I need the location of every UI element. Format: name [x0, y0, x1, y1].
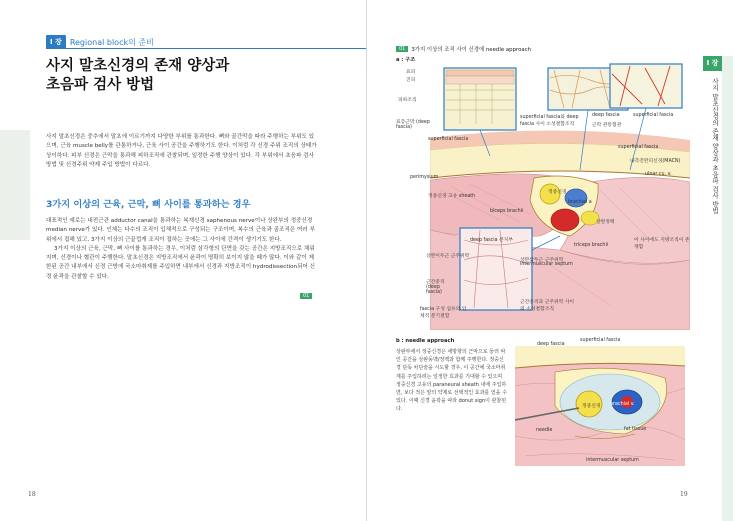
label-superficial-fascia-top: superficial fascia	[633, 113, 674, 118]
label-deep-fascia-branch: deep fascia 분지부	[470, 238, 513, 243]
label-b-brachial: brachial v.	[610, 402, 635, 407]
subfigure-a-label: a : 구조	[396, 57, 416, 63]
label-fascia-joint: fascia 구성 섬유의 입체적 분기결합	[420, 307, 467, 319]
label-sup-fascia-right: superficial fascia	[618, 145, 659, 150]
page-number-left: 18	[28, 491, 36, 498]
label-macn: 내측전완피신경(MACN)	[630, 159, 681, 164]
label-median-nerve: 정중신경	[548, 190, 567, 195]
label-b-superficial-fascia: superficial fascia	[580, 338, 621, 343]
chapter-tag	[46, 35, 154, 49]
side-chapter-tab: I 장	[703, 56, 722, 71]
needle-paragraph: 상완부에서 정중신경은 세방향의 근막으로 둘러 싸인 공간을 상완동맥/정맥과 함께 주행한다. 정중신경 단독 차단술을 시도할 경우, 이 공간에 국소마취제를 주입하려는 일정한 효과를 기대할 수 있으며 정중신경 고유의 paraneural sheath 내에 주입하면, 보다 적은 양의 약제로 선택적인 효과를 얻을 수 있다. 이때 신경 윤곽을 따라 donut sign이 관찰된다.	[396, 349, 507, 413]
label-triceps: triceps brachii	[574, 243, 609, 248]
label-subcutis: 피하조직	[398, 98, 417, 103]
figure-title: 3가지 이상의 조직 사이 신경에 needle approach	[411, 47, 532, 53]
figure-reference-badge[interactable]: 01	[300, 293, 312, 299]
label-fascia-connective: superficial fascia와 deep fascia 사이 소성결합조직	[520, 115, 579, 127]
page-number-right: 19	[680, 491, 688, 498]
label-deep-fascia-top: deep fascia	[592, 113, 620, 118]
label-brachial-v: 상완정맥	[596, 220, 615, 225]
label-skin: 표피	[406, 70, 416, 75]
label-b-deep-fascia: deep fascia	[537, 342, 565, 347]
label-perforator-note: 근막 관통혈관	[592, 123, 622, 128]
label-muscle-perimysium: 근간중격과 근주위막 사이의 소성결합조직	[520, 300, 575, 312]
label-muscle-fascia: 근간중격 (deep fascia)	[426, 280, 445, 295]
chapter-title: Regional block의 준비	[69, 37, 154, 47]
figure-badge: 01	[396, 46, 408, 52]
zoom-bottom	[532, 236, 560, 250]
body-paragraphs	[46, 217, 318, 282]
body-paragraph-1: 대표적인 예로는 내전근관 adductor canal을 통과하는 복재신경 saphenous nerve이나 상완부의 정중신경 median nerve가 있다. 인체는 다수의 조직이 입체적으로 구성되는 구조이며, 복수의 근육과 골조직은 여러 부위에서 접해 있고, 3가지 이상의 근끝껍게 조직이 접하는 곳에는 그 사이에 간격이 생기기도 한다.	[46, 218, 316, 243]
chapter-number: I 장	[46, 35, 66, 49]
label-superficial-fascia-left: 표층근막 (deep fascia)	[396, 120, 430, 130]
side-strip	[722, 56, 733, 521]
label-b-intermuscular: intermuscular septum	[586, 458, 639, 463]
label-b-median-nerve: 정중신경	[582, 404, 601, 409]
label-b-fat-tissue: fat tissue	[624, 427, 647, 432]
label-intermuscular: intermuscular septum	[520, 262, 573, 267]
label-perimysium: perimysium	[410, 175, 439, 180]
side-chapter-text: 사지 말초신경의 존재 양상과 초음파 검사 방법	[711, 78, 719, 214]
label-adipose-note: 이 사이에도 지방조직이 존재함	[634, 238, 690, 250]
page-title	[46, 57, 326, 95]
label-triceps-perimysium: 상완삼두근 근주위막	[520, 258, 564, 263]
page-title-line1: 사지 말초신경의 존재 양상과	[46, 58, 230, 74]
label-b-needle: needle	[536, 428, 553, 433]
page-title-line2: 초음파 검사 방법	[46, 77, 155, 93]
label-brachial-a: brachial a	[568, 200, 592, 205]
figure-header	[396, 45, 531, 53]
label-biceps: biceps brachii	[490, 209, 524, 214]
label-superficial-fascia-line: superficial fascia	[428, 137, 469, 142]
margin-bar	[0, 130, 30, 240]
label-ulnar-vein: ulnar cu. v.	[645, 172, 672, 177]
intro-paragraph: 사지 말초신경은 중추에서 말초에 이르기까지 다양한 부위를 통과한다. 뼈와 골간막을 따라 주행하는 부위도 있으며, 근육 muscle belly를 관통하거나, 근육 사이 공간을 주행하기도 한다. 이처럼 각 신경 주위 조직의 상태가 상이하다. 피부 신경은 근막을 통과해 피하조직에 관찰되며, 일정한 주행 양상이 있다. 각 부위에서 초음파 검사 방법 및 신경주위 약제 주입 방법이 다르다.	[46, 134, 317, 168]
label-median-sheath: 정중신경 고유 sheath	[428, 194, 476, 199]
label-biceps-perimysium: 상완이두근 근주위막	[426, 254, 470, 259]
section-heading: 3가지 이상의 근육, 근막, 뼈 사이를 통과하는 경우	[46, 199, 251, 210]
chapter-rule	[46, 48, 366, 49]
body-paragraph-2: 3가지 이상의 근육, 근막, 뼈 사이를 통과하는 경우, 이처럼 삼각형의 단면을 갖는 공간은 지방조직으로 채워지며, 신경이나 혈관이 주행한다. 말초신경은 지방조직에서 윤곽이 명확히 보이지 않을 때가 많다. 이와 같이 제한된 공간 내부에서 신경 근방에 국소마취제를 주입하면 내부에서 신경과 지방조직이 hydrodissection되어 신경 윤곽을 관찰할 수 있다.	[46, 245, 316, 280]
brachial-artery-red	[551, 209, 579, 231]
subfigure-b-label: b : needle approach	[396, 338, 455, 344]
label-dermis: 진피	[406, 78, 416, 83]
